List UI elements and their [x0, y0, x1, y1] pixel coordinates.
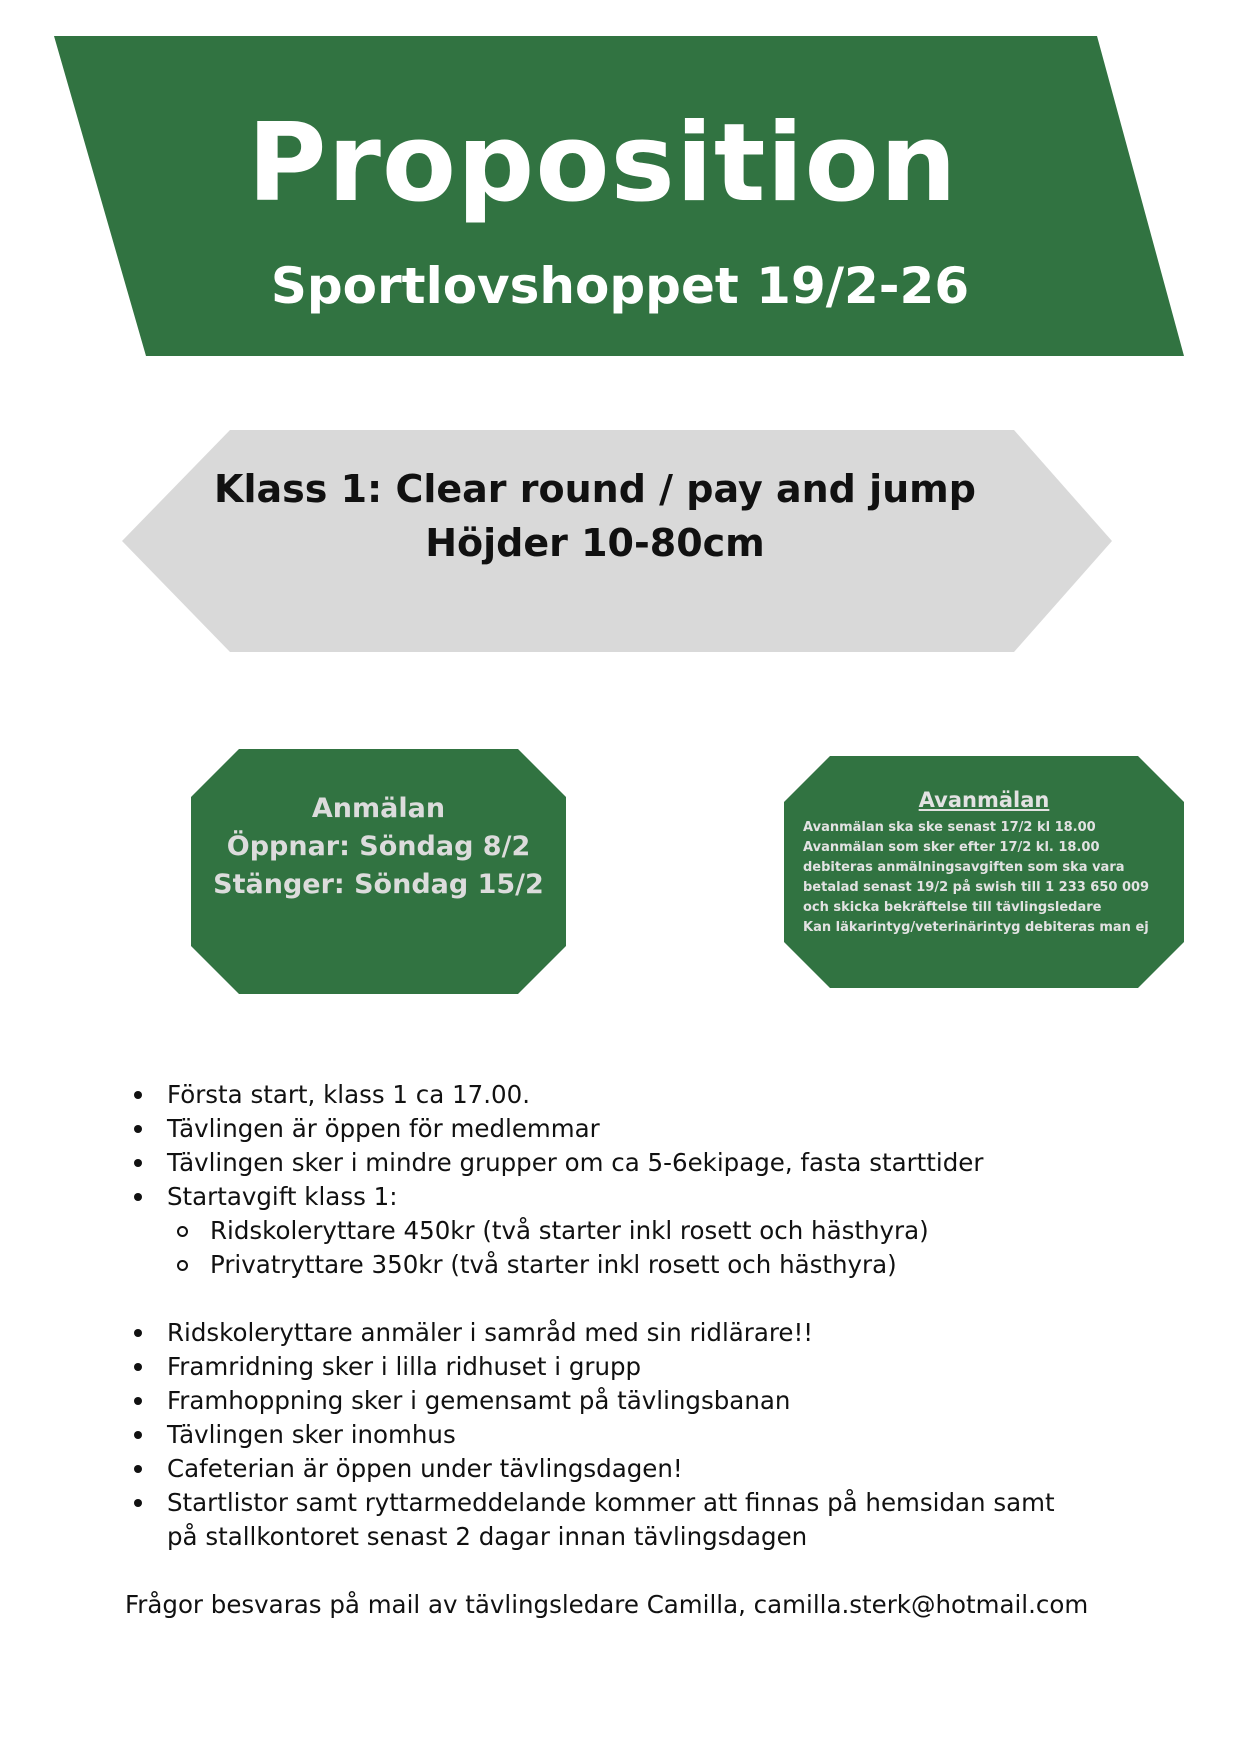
sub-list-item: Privatryttare 350kr (två starter inkl rosett och hästhyra)	[0, 1248, 1240, 1282]
class-name: Klass 1: Clear round / pay and jump	[214, 467, 976, 511]
page-subtitle: Sportlovshoppet 19/2-26	[270, 257, 970, 315]
registration-opens: Öppnar: Söndag 8/2	[226, 831, 531, 862]
list-item: Startavgift klass 1:	[0, 1180, 1240, 1214]
bullet-icon	[134, 1363, 142, 1371]
bullet-icon	[134, 1125, 142, 1133]
bullet-icon	[134, 1159, 142, 1167]
cancellation-heading: Avanmälan	[918, 788, 1050, 812]
registration-closes: Stänger: Söndag 15/2	[213, 869, 544, 900]
circle-bullet-icon	[177, 1226, 188, 1237]
bullet-icon	[134, 1465, 142, 1473]
list-item: Första start, klass 1 ca 17.00.	[0, 1078, 1240, 1112]
bullet-icon	[134, 1431, 142, 1439]
sub-list-item: Ridskoleryttare 450kr (två starter inkl rosett och hästhyra)	[0, 1214, 1240, 1248]
cancellation-body: Avanmälan ska ske senast 17/2 kl 18.00 Avanmälan som sker efter 17/2 kl. 18.00 debiteras anmälningsavgiften som ska vara betalad senast 19/2 på swish till 1 233 650 009 och skicka bekräftelse till tävlingsledare Kan läkarintyg/veterinärintyg debiteras man ej	[803, 820, 1150, 935]
list-item: Tävlingen är öppen för medlemmar	[0, 1112, 1240, 1146]
bullet-icon	[134, 1091, 142, 1099]
registration-heading: Anmälan	[311, 793, 446, 824]
bullet-icon	[134, 1193, 142, 1201]
info-list	[0, 1078, 1240, 1554]
class-heights: Höjder 10-80cm	[425, 521, 765, 565]
circle-bullet-icon	[177, 1260, 188, 1271]
bullet-icon	[134, 1499, 142, 1507]
registration-text	[191, 790, 566, 904]
list-item: Ridskoleryttare anmäler i samråd med sin ridlärare!!	[0, 1316, 1240, 1350]
bullet-icon	[134, 1397, 142, 1405]
list-item: Tävlingen sker i mindre grupper om ca 5-6ekipage, fasta starttider	[0, 1146, 1240, 1180]
page-title: Proposition	[247, 101, 958, 226]
list-spacer	[0, 1282, 1240, 1316]
bullet-icon	[134, 1329, 142, 1337]
list-item: Startlistor samt ryttarmeddelande kommer att finnas på hemsidan samt på stallkontoret senast 2 dagar innan tävlingsdagen	[0, 1486, 1087, 1554]
list-item: Framridning sker i lilla ridhuset i grupp	[0, 1350, 1240, 1384]
list-item: Framhoppning sker i gemensamt på tävlingsbanan	[0, 1384, 1240, 1418]
list-item: Cafeterian är öppen under tävlingsdagen!	[0, 1452, 1240, 1486]
contact-footer: Frågor besvaras på mail av tävlingsledare Camilla, camilla.sterk@hotmail.com	[125, 1590, 1089, 1619]
list-item: Tävlingen sker inomhus	[0, 1418, 1240, 1452]
